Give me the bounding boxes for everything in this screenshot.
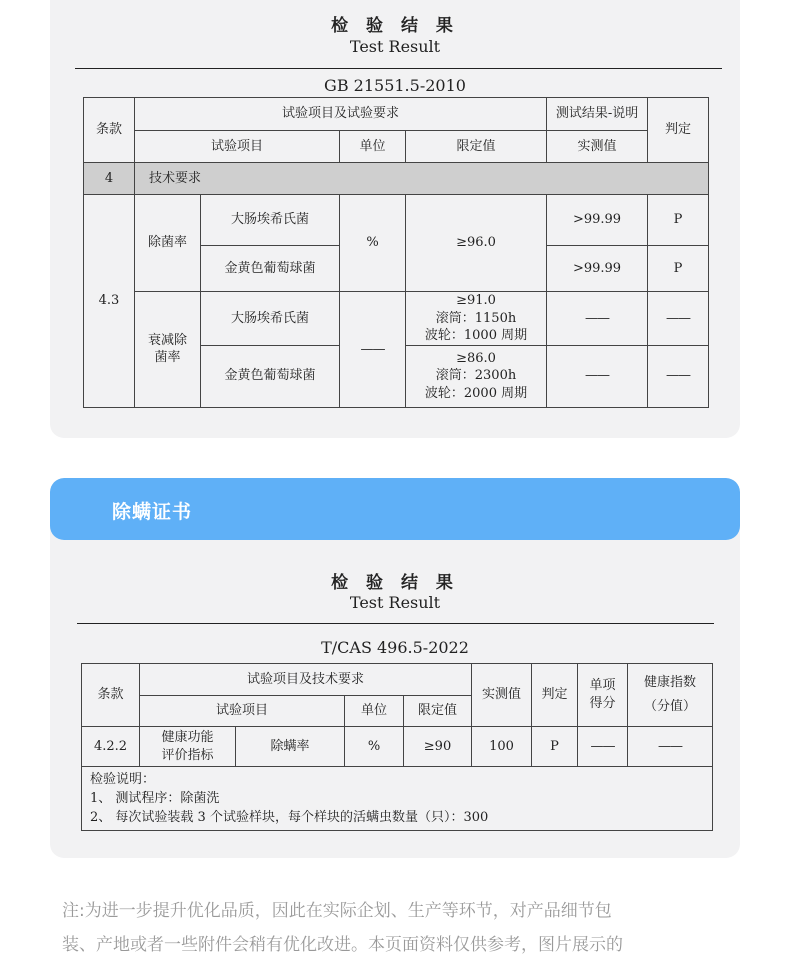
header-health-index xyxy=(628,664,713,727)
report-title-cn-2: 检 验 结 果 xyxy=(331,573,459,593)
item-ecoli-attenuated: 大肠埃希氏菌 xyxy=(201,292,340,346)
row-measured: 100 xyxy=(472,727,532,767)
value-staph-attenuated: —— xyxy=(547,345,648,407)
mite-certificate-card xyxy=(50,478,740,858)
row-clause: 4.3 xyxy=(84,195,135,408)
report-title-cn: 检 验 结 果 xyxy=(331,16,459,36)
disclaimer-line2: 装、产地或者一些附件会稍有优化改进。本页面资料仅供参考，图片展示的 xyxy=(62,935,623,955)
header-unit-2: 单位 xyxy=(345,696,404,727)
group2-unit: —— xyxy=(340,292,406,408)
row-judge: P xyxy=(532,727,578,767)
standard-code: GB 21551.5-2010 xyxy=(324,76,466,95)
judge-staph-attenuated: —— xyxy=(648,345,709,407)
disclaimer-note xyxy=(62,894,732,962)
header-limit-2: 限定值 xyxy=(404,696,472,727)
report-title-en-2: Test Result xyxy=(349,593,441,612)
header-item-2: 试验项目 xyxy=(140,696,345,727)
limit-ecoli-line3: 波轮：1000 周期 xyxy=(424,328,528,344)
judge-ecoli-attenuated: —— xyxy=(648,292,709,346)
single-score-line2: 得分 xyxy=(589,696,616,711)
header-clause: 条款 xyxy=(84,98,135,163)
section-label: 技术要求 xyxy=(135,163,709,195)
group2-label-line1: 衰减除 xyxy=(147,332,187,348)
result-table-gb xyxy=(83,97,709,408)
judge-ecoli: P xyxy=(648,195,709,246)
note-line: 检验说明： xyxy=(90,772,156,787)
header-items-group-2: 试验项目及技术要求 xyxy=(140,664,472,696)
header-item: 试验项目 xyxy=(135,131,340,163)
header-results-group: 测试结果-说明 xyxy=(547,98,648,131)
header-limit: 限定值 xyxy=(406,131,547,163)
title-rule xyxy=(75,68,722,69)
item-staph: 金黄色葡萄球菌 xyxy=(201,246,340,292)
row-category xyxy=(140,727,236,767)
value-ecoli-attenuated: —— xyxy=(547,292,648,346)
group1-limit: ≥96.0 xyxy=(406,195,547,292)
disclaimer-line1: 注:为进一步提升优化品质，因此在实际企划、生产等环节，对产品细节包 xyxy=(62,901,612,921)
header-unit: 单位 xyxy=(340,131,406,163)
section-clause: 4 xyxy=(84,163,135,195)
standard-code-2: T/CAS 496.5-2022 xyxy=(321,638,469,657)
group1-unit: % xyxy=(340,195,406,292)
report-title-en: Test Result xyxy=(349,37,441,56)
limit-staph-line3: 波轮：2000 周期 xyxy=(424,385,528,401)
banner-title: 除螨证书 xyxy=(112,501,193,523)
limit-ecoli-line1: ≥91.0 xyxy=(456,293,496,308)
row-limit: ≥90 xyxy=(404,727,472,767)
row-health-index: —— xyxy=(628,727,713,767)
limit-staph-line1: ≥86.0 xyxy=(456,350,496,366)
item-ecoli: 大肠埃希氏菌 xyxy=(201,195,340,246)
single-score-line1: 单项 xyxy=(589,678,616,694)
value-staph: >99.99 xyxy=(547,246,648,292)
limit-ecoli-line2: 滚筒：1150h xyxy=(435,310,517,326)
limit-staph-line2: 滚筒：2300h xyxy=(435,368,517,384)
row-single-score: —— xyxy=(578,727,628,767)
title-rule-2 xyxy=(77,623,714,624)
item-staph-attenuated: 金黄色葡萄球菌 xyxy=(201,345,340,407)
limit-staph-attenuated xyxy=(406,345,547,407)
row-item: 除螨率 xyxy=(236,727,345,767)
row-category-line1: 健康功能 xyxy=(161,729,214,745)
row-unit: % xyxy=(345,727,404,767)
row-clause-2: 4.2.2 xyxy=(82,727,140,767)
judge-staph: P xyxy=(648,246,709,292)
header-clause-2: 条款 xyxy=(82,664,140,727)
header-single-score xyxy=(578,664,628,727)
health-index-line2: （分值） xyxy=(644,699,697,714)
note-line: 1、 测试程序：除菌洗 xyxy=(90,791,220,806)
health-index-line1: 健康指数 xyxy=(644,675,697,691)
row-category-line2: 评价指标 xyxy=(161,747,214,763)
header-judgement-2: 判定 xyxy=(532,664,578,727)
header-items-group: 试验项目及试验要求 xyxy=(135,98,547,131)
test-report-card-gb xyxy=(50,0,740,438)
limit-ecoli-attenuated xyxy=(406,292,547,346)
header-measured-2: 实测值 xyxy=(472,664,532,727)
test-notes xyxy=(82,767,713,831)
result-table-mite xyxy=(81,663,713,831)
certificate-banner xyxy=(50,478,740,540)
header-judgement: 判定 xyxy=(648,98,709,163)
group1-label: 除菌率 xyxy=(135,195,201,292)
header-measured: 实测值 xyxy=(547,131,648,163)
group2-label xyxy=(135,292,201,408)
note-line: 2、 每次试验装载 3 个试验样块，每个样块的活螨虫数量（只）：300 xyxy=(90,810,489,825)
group2-label-line2: 菌率 xyxy=(154,350,181,366)
value-ecoli: >99.99 xyxy=(547,195,648,246)
